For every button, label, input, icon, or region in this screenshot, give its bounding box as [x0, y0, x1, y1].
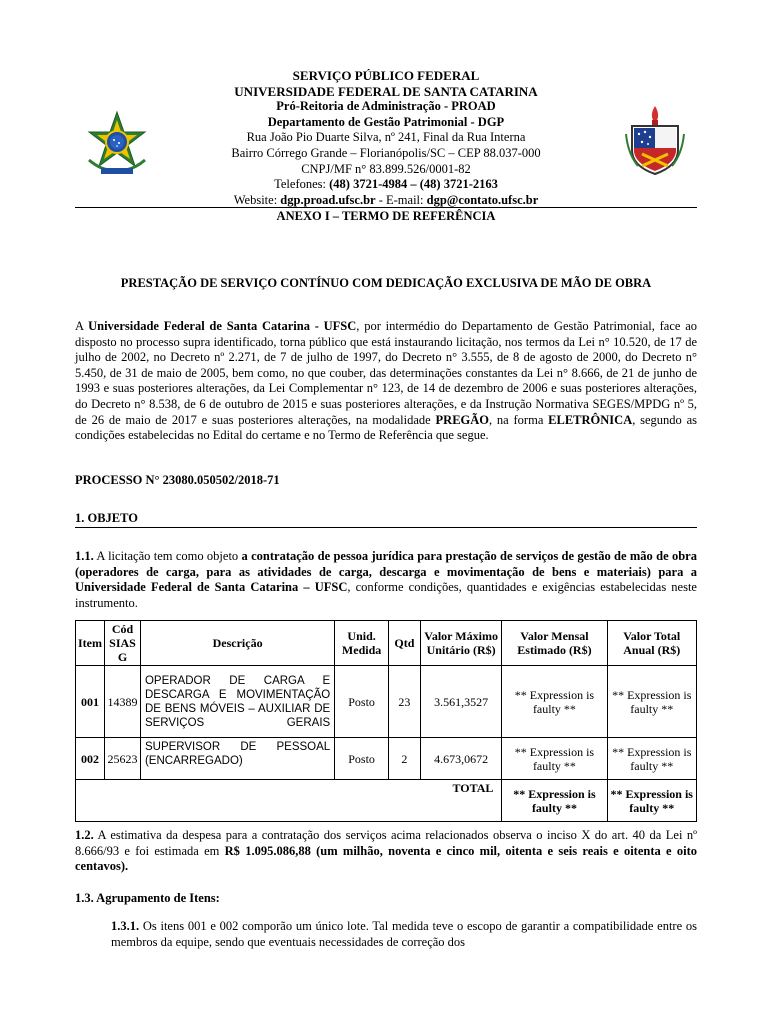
header-divider — [75, 207, 697, 208]
section-1-heading: 1. OBJETO — [75, 511, 138, 525]
intro-pregao: PREGÃO — [435, 412, 490, 427]
process-number: PROCESSO N° 23080.050502/2018-71 — [75, 473, 280, 487]
header-phones — [75, 177, 697, 193]
email-label: - E-mail: — [375, 192, 427, 207]
header-descricao: Descrição — [140, 621, 334, 666]
phones-label: Telefones: — [274, 177, 330, 192]
p131-number: 1.3.1. — [111, 919, 140, 933]
header-valor-mensal: Valor Mensal Estimado (R$) — [502, 621, 607, 666]
table-row — [76, 666, 697, 738]
row2-desc: SUPERVISOR DE PESSOAL (ENCARREGADO) — [140, 738, 334, 780]
header-line-4: Departamento de Gestão Patrimonial - DGP — [267, 114, 505, 129]
phones-value: (48) 3721-4984 – (48) 3721-2163 — [329, 177, 498, 192]
website-label: Website: — [233, 192, 281, 207]
total-label: TOTAL — [76, 780, 502, 822]
p11-end: , conforme condições, quantidades e exigências estabelecidas neste instrumento. — [75, 580, 697, 610]
website-link[interactable]: dgp.proad.ufsc.br — [280, 192, 376, 207]
header-item: Item — [76, 621, 105, 666]
header-unid: Unid. Medida — [335, 621, 389, 666]
row1-cod: 14389 — [105, 666, 141, 738]
total-mensal: ** Expression is faulty ** — [502, 780, 607, 822]
row1-qtd: 23 — [389, 666, 421, 738]
annex-title: ANEXO I – TERMO DE REFERÊNCIA — [276, 209, 496, 223]
table-header-row — [76, 621, 697, 666]
intro-university: Universidade Federal de Santa Catarina - UFSC — [88, 319, 357, 333]
row1-unit: 3.561,3527 — [420, 666, 502, 738]
header-cnpj: CNPJ/MF n° 83.899.526/0001-82 — [301, 161, 471, 176]
paragraph-1-3-heading: 1.3. Agrupamento de Itens: — [75, 891, 220, 905]
header-district: Bairro Córrego Grande – Florianópolis/SC – CEP 88.037-000 — [231, 145, 541, 160]
table-total-row — [76, 780, 697, 822]
p12-number: 1.2. — [75, 828, 94, 842]
section-1-rule — [75, 527, 697, 528]
p12-a: A estimativa da despesa para a contratação dos serviços acima relacionados observa o inciso X do art. 40 da Lei nº 8.666/93 e foi estimada em — [75, 828, 697, 858]
p131-text: Os itens 001 e 002 comporão um único lote. Tal medida teve o escopo de garantir a compatibilidade entre os membros da equipe, sendo que eventuais necessidades de correção dos — [111, 919, 697, 949]
email-link[interactable]: dgp@contato.ufsc.br — [426, 192, 539, 207]
paragraph-1-3-1 — [111, 919, 697, 950]
header-qtd: Qtd — [389, 621, 421, 666]
intro-end: , segundo as condições estabelecidas no Edital do certame e no Termo de Referência que segue. — [75, 412, 698, 443]
document-title: PRESTAÇÃO DE SERVIÇO CONTÍNUO COM DEDICAÇÃO EXCLUSIVA DE MÃO DE OBRA — [120, 276, 652, 290]
row2-anual: ** Expression is faulty ** — [607, 738, 697, 780]
row2-item: 002 — [76, 738, 105, 780]
header-line-3: Pró-Reitoria de Administração - PROAD — [276, 99, 496, 114]
table-row — [76, 738, 697, 780]
row2-mensal: ** Expression is faulty ** — [502, 738, 607, 780]
intro-body: , por intermédio do Departamento de Gestão Patrimonial, face ao disposto no processo supra identificado, torna público que está instaurando licitação, nos termos da Lei n° 10.520, de 17 de julho de 2002, no Decreto nº 2.271, de 7 de julho de 1997, do Decreto n° 3.555, de 8 de agosto de 2000, do Decreto n° 5.450, de 31 de maio de 2005, bem como, no que couber, das determinações constantes da Lei n° 8.666, de 21 de junho de 1993 e suas posteriores alterações, da Lei Complementar n° 123, de 14 de dezembro de 2006 e suas posteriores alterações, do Decreto n° 8.538, de 6 de outubro de 2015 e suas posteriores alterações, e da Instrução Normativa SEGES/MPDG nº 5, de 26 de maio de 2017 e suas posteriores alterações, na modalidade — [75, 319, 697, 427]
intro-mid: , na forma — [489, 412, 549, 427]
header-cod: Cód SIAS G — [105, 621, 141, 666]
paragraph-1-1 — [75, 549, 697, 611]
row2-unit: 4.673,0672 — [420, 738, 502, 780]
row1-item: 001 — [76, 666, 105, 738]
row1-anual: ** Expression is faulty ** — [607, 666, 697, 738]
header-address: Rua João Pio Duarte Silva, nº 241, Final da Rua Interna — [246, 130, 526, 145]
intro-a: A — [75, 319, 89, 333]
row2-qtd: 2 — [389, 738, 421, 780]
p11-bold: a contratação de pessoa jurídica para prestação de serviços de gestão de mão de obra (operadores de carga, para as atividades de carga, descarga e movimentação de bens e materiais) para a Universidade Federal de Santa Catarina – UFSC — [75, 549, 697, 595]
letterhead — [75, 68, 697, 208]
header-line-1: SERVIÇO PÚBLICO FEDERAL — [292, 68, 480, 83]
row1-unid: Posto — [335, 666, 389, 738]
row1-mensal: ** Expression is faulty ** — [502, 666, 607, 738]
header-valor-unitario: Valor Máximo Unitário (R$) — [420, 621, 502, 666]
header-line-2: UNIVERSIDADE FEDERAL DE SANTA CATARINA — [234, 83, 538, 99]
total-anual: ** Expression is faulty ** — [607, 780, 697, 822]
items-table — [75, 620, 697, 822]
intro-paragraph — [75, 319, 697, 444]
intro-eletronica: ELETRÔNICA — [548, 412, 633, 427]
row2-cod: 25623 — [105, 738, 141, 780]
paragraph-1-2 — [75, 828, 697, 875]
p11-a: A licitação tem como objeto — [93, 549, 242, 563]
p12-bold: R$ 1.095.086,88 (um milhão, noventa e cinco mil, oitenta e seis reais e oitenta e oito centavos). — [75, 843, 697, 874]
header-valor-anual: Valor Total Anual (R$) — [607, 621, 697, 666]
row2-unid: Posto — [335, 738, 389, 780]
header-contact — [75, 193, 697, 209]
row1-desc: OPERADOR DE CARGA E DESCARGA E MOVIMENTAÇÃO DE BENS MÓVEIS – AUXILIAR DE SERVIÇOS GERAIS — [140, 666, 334, 738]
p11-number: 1.1. — [75, 549, 94, 563]
